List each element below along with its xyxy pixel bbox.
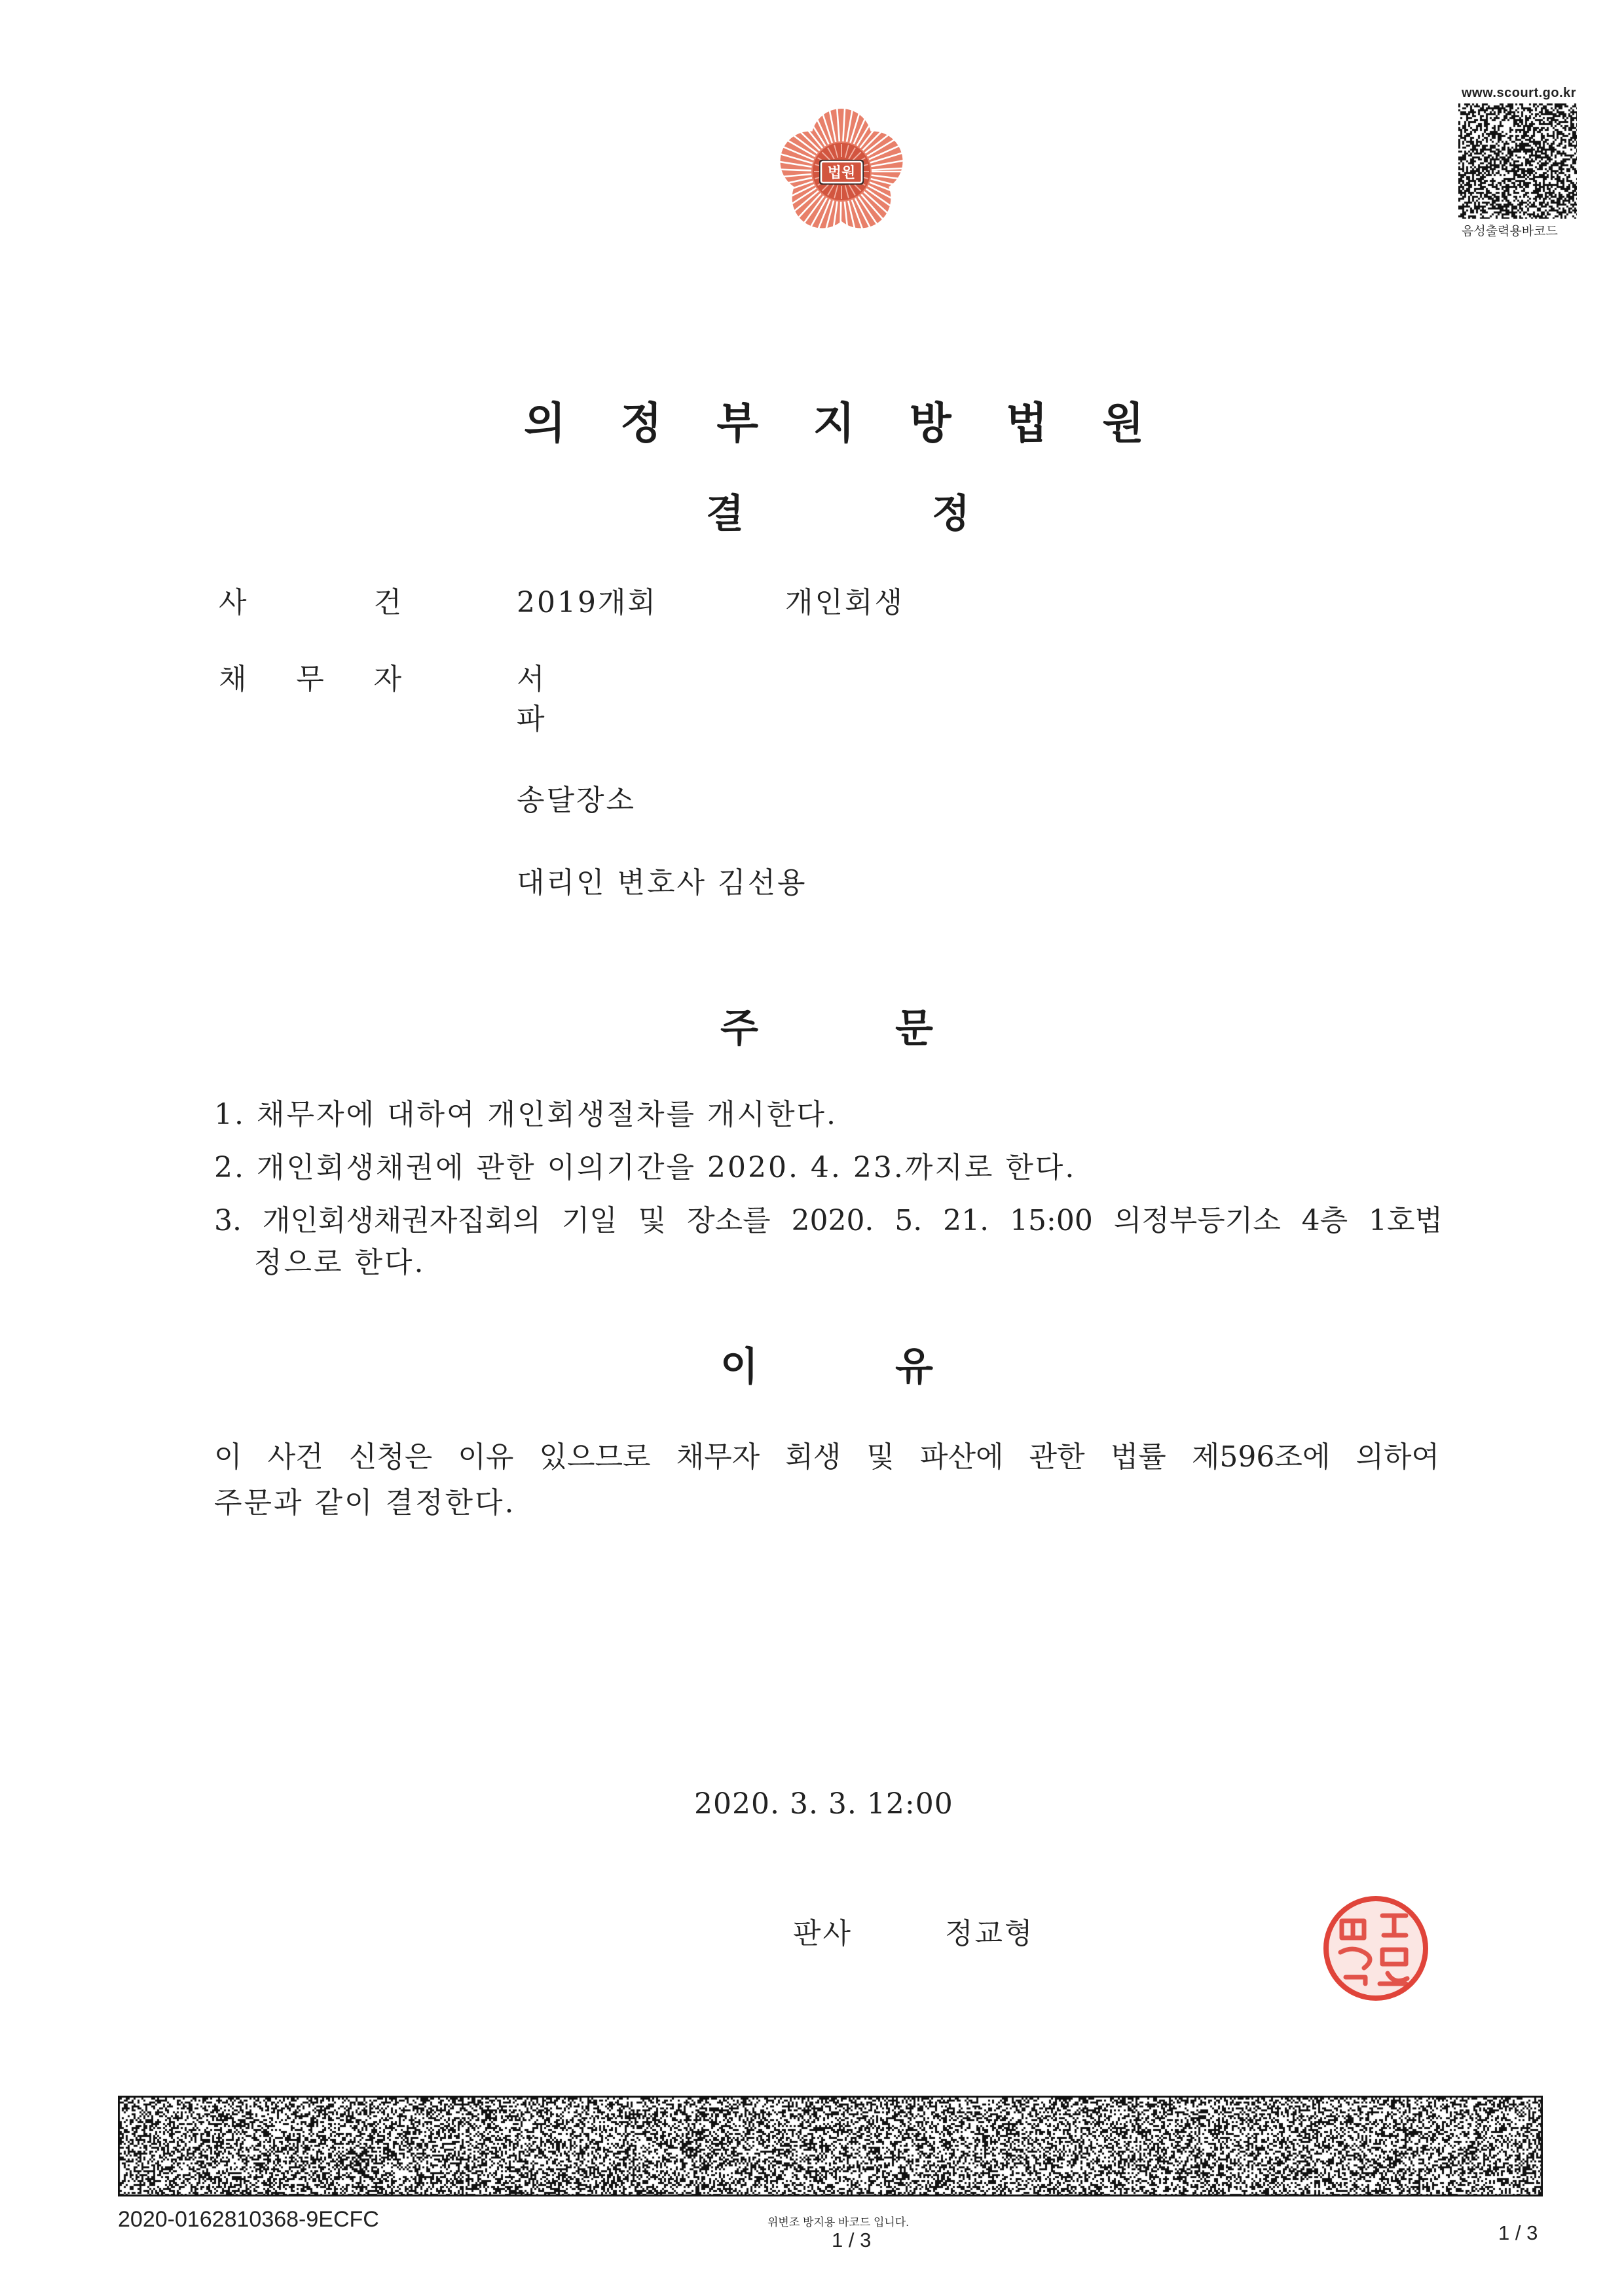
judge-seal [1320, 1892, 1432, 2005]
case-number-prefix: 2019개회 [517, 586, 657, 619]
anti-forgery-barcode [118, 2096, 1543, 2196]
document-title: 결 정 [706, 491, 970, 537]
order-item: 3. 개인회생채권자집회의 기일 및 장소를 2020. 5. 21. 15:00 의정부등기소 4층 1호법 [214, 1204, 1443, 1237]
debtor-address-line: 파 [517, 702, 547, 736]
decision-datetime: 2020. 3. 3. 12:00 [694, 1787, 953, 1821]
order-item: 2. 개인회생채권에 관한 이의기간을 2020. 4. 23.까지로 한다. [214, 1151, 1077, 1184]
page-indicator: 1 / 3 [1498, 2221, 1538, 2244]
voice-barcode-label: 음성출력용바코드 [1462, 225, 1558, 238]
case-type: 개인회생 [785, 586, 905, 619]
order-title: 주 문 [720, 1006, 933, 1051]
anti-forgery-note: 위변조 방지용 바코드 입니다. [767, 2216, 909, 2229]
debtor-address-line: 서 [517, 663, 547, 696]
order-item: 1. 채무자에 대하여 개인회생절차를 개시한다. [214, 1098, 838, 1131]
voice-output-barcode [1458, 103, 1577, 219]
reason-line: 이 사건 신청은 이유 있으므로 채무자 회생 및 파산에 관한 법률 제596조에 의하여 [214, 1440, 1439, 1474]
page-indicator: 1 / 3 [832, 2229, 872, 2251]
judge-title: 판사 [793, 1917, 853, 1950]
court-emblem [763, 98, 920, 240]
case-label: 사 건 [219, 586, 401, 619]
judge-name: 정교형 [945, 1917, 1035, 1950]
document-number: 2020-0162810368-9ECFC [118, 2207, 379, 2232]
court-name: 의 정 부 지 방 법 원 [524, 398, 1144, 448]
reason-title: 이 유 [720, 1344, 933, 1390]
reason-line: 주문과 같이 결정한다. [214, 1486, 516, 1520]
emblem-text: 법원 [827, 165, 856, 181]
site-url: www.scourt.go.kr [1462, 86, 1577, 100]
order-item-continuation: 정으로 한다. [254, 1246, 426, 1279]
agent-line: 대리인 변호사 김선용 [517, 866, 807, 900]
delivery-address-label: 송달장소 [517, 784, 637, 817]
debtor-label: 채 무 자 [219, 663, 401, 696]
